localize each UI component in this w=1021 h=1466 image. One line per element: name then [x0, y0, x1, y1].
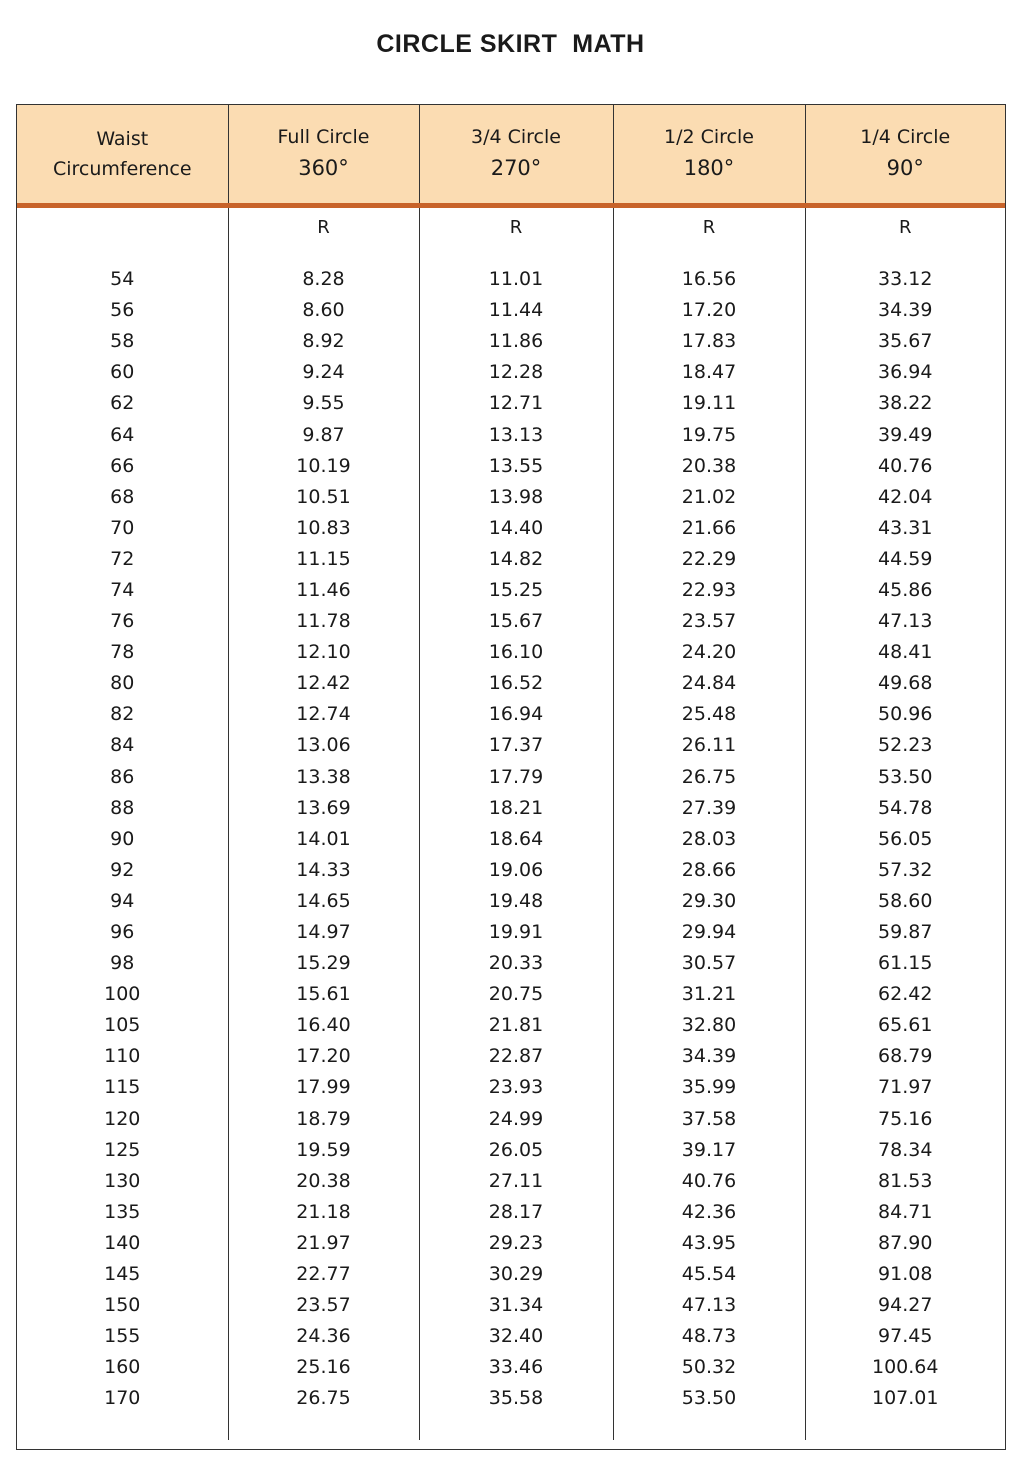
three-quarter-radius-cell: 13.13 — [419, 419, 613, 450]
radius-label: R — [228, 206, 419, 249]
page-title: CIRCLE SKIRT MATH — [376, 30, 645, 58]
half-circle-radius-cell: 26.75 — [613, 762, 805, 793]
half-circle-radius-cell: 18.47 — [613, 357, 805, 388]
full-circle-radius-cell: 22.77 — [228, 1259, 419, 1290]
waist-cell: 90 — [110, 827, 135, 850]
waist-cell: 64 — [110, 423, 135, 446]
half-circle-radius-cell: 23.57 — [613, 606, 805, 637]
header-half-circle — [613, 105, 805, 206]
three-quarter-radius-cell: 17.37 — [419, 730, 613, 761]
header-label: 1/2 Circle — [664, 126, 754, 148]
table-row — [17, 264, 1005, 295]
half-circle-radius-cell: 19.75 — [613, 419, 805, 450]
header-label: 3/4 Circle — [471, 126, 561, 148]
table-row — [17, 1010, 1005, 1041]
table-row — [17, 979, 1005, 1010]
full-circle-radius-cell: 13.06 — [228, 730, 419, 761]
waist-cell: 86 — [110, 765, 135, 788]
waist-cell: 94 — [110, 889, 135, 912]
three-quarter-radius-cell: 16.52 — [419, 668, 613, 699]
three-quarter-radius-cell: 19.91 — [419, 917, 613, 948]
circle-skirt-table — [16, 104, 1006, 1450]
half-circle-radius-cell: 28.66 — [613, 855, 805, 886]
radius-label: R — [805, 206, 1005, 249]
half-circle-radius-cell: 24.20 — [613, 637, 805, 668]
full-circle-radius-cell: 8.92 — [228, 326, 419, 357]
waist-cell: 76 — [110, 610, 135, 633]
full-circle-radius-cell: 11.78 — [228, 606, 419, 637]
half-circle-radius-cell: 40.76 — [613, 1166, 805, 1197]
half-circle-radius-cell: 29.30 — [613, 886, 805, 917]
table-row — [17, 1290, 1005, 1321]
full-circle-radius-cell: 20.38 — [228, 1166, 419, 1197]
quarter-circle-radius-cell: 50.96 — [805, 699, 1005, 730]
quarter-circle-radius-cell: 49.68 — [805, 668, 1005, 699]
three-quarter-radius-cell: 15.67 — [419, 606, 613, 637]
full-circle-radius-cell: 10.83 — [228, 513, 419, 544]
table-row — [17, 575, 1005, 606]
full-circle-radius-cell: 14.01 — [228, 824, 419, 855]
three-quarter-radius-cell: 26.05 — [419, 1135, 613, 1166]
half-circle-radius-cell: 24.84 — [613, 668, 805, 699]
half-circle-radius-cell: 50.32 — [613, 1352, 805, 1383]
half-circle-radius-cell: 25.48 — [613, 699, 805, 730]
full-circle-radius-cell: 11.46 — [228, 575, 419, 606]
header-degrees: 180° — [683, 156, 735, 181]
full-circle-radius-cell: 9.87 — [228, 419, 419, 450]
header-waist-line1: Waist — [96, 127, 149, 150]
half-circle-radius-cell: 30.57 — [613, 948, 805, 979]
quarter-circle-radius-cell: 58.60 — [805, 886, 1005, 917]
half-circle-radius-cell: 48.73 — [613, 1321, 805, 1352]
table-row — [17, 1135, 1005, 1166]
full-circle-radius-cell: 9.24 — [228, 357, 419, 388]
full-circle-radius-cell: 18.79 — [228, 1104, 419, 1135]
header-degrees: 90° — [886, 156, 924, 181]
waist-cell: 62 — [110, 392, 135, 415]
table-row — [17, 948, 1005, 979]
full-circle-radius-cell: 26.75 — [228, 1383, 419, 1414]
three-quarter-radius-cell: 35.58 — [419, 1383, 613, 1414]
quarter-circle-radius-cell: 43.31 — [805, 513, 1005, 544]
three-quarter-radius-cell: 22.87 — [419, 1041, 613, 1072]
table-row — [17, 1166, 1005, 1197]
half-circle-radius-cell: 34.39 — [613, 1041, 805, 1072]
radius-label: R — [419, 206, 613, 249]
three-quarter-radius-cell: 21.81 — [419, 1010, 613, 1041]
table-row — [17, 1321, 1005, 1352]
three-quarter-radius-cell: 19.48 — [419, 886, 613, 917]
full-circle-radius-cell: 12.74 — [228, 699, 419, 730]
full-circle-radius-cell: 13.38 — [228, 762, 419, 793]
waist-cell: 125 — [104, 1138, 141, 1161]
empty-cell — [17, 206, 228, 249]
table-row — [17, 793, 1005, 824]
quarter-circle-radius-cell: 91.08 — [805, 1259, 1005, 1290]
waist-cell: 130 — [104, 1169, 141, 1192]
half-circle-radius-cell: 17.20 — [613, 295, 805, 326]
half-circle-radius-cell: 19.11 — [613, 388, 805, 419]
half-circle-radius-cell: 26.11 — [613, 730, 805, 761]
three-quarter-radius-cell: 18.21 — [419, 793, 613, 824]
full-circle-radius-cell: 13.69 — [228, 793, 419, 824]
table-row — [17, 699, 1005, 730]
table-row — [17, 668, 1005, 699]
half-circle-radius-cell: 37.58 — [613, 1104, 805, 1135]
full-circle-radius-cell: 17.99 — [228, 1072, 419, 1103]
table-row — [17, 637, 1005, 668]
three-quarter-radius-cell: 23.93 — [419, 1072, 613, 1103]
header-label: 1/4 Circle — [860, 126, 951, 148]
table-row — [17, 1352, 1005, 1383]
table-row — [17, 451, 1005, 482]
table-row — [17, 1072, 1005, 1103]
half-circle-radius-cell: 45.54 — [613, 1259, 805, 1290]
quarter-circle-radius-cell: 35.67 — [805, 326, 1005, 357]
waist-cell: 145 — [104, 1263, 141, 1286]
table-header — [17, 105, 1005, 206]
three-quarter-radius-cell: 16.94 — [419, 699, 613, 730]
table-row — [17, 513, 1005, 544]
full-circle-radius-cell: 25.16 — [228, 1352, 419, 1383]
quarter-circle-radius-cell: 59.87 — [805, 917, 1005, 948]
three-quarter-radius-cell: 11.86 — [419, 326, 613, 357]
waist-cell: 56 — [110, 299, 135, 322]
half-circle-radius-cell: 29.94 — [613, 917, 805, 948]
waist-cell: 96 — [110, 921, 135, 944]
table-row — [17, 1041, 1005, 1072]
half-circle-radius-cell: 43.95 — [613, 1228, 805, 1259]
quarter-circle-radius-cell: 44.59 — [805, 544, 1005, 575]
waist-cell: 92 — [110, 858, 135, 881]
three-quarter-radius-cell: 17.79 — [419, 762, 613, 793]
radius-table — [17, 105, 1005, 1440]
three-quarter-radius-cell: 20.75 — [419, 979, 613, 1010]
half-circle-radius-cell: 32.80 — [613, 1010, 805, 1041]
waist-cell: 110 — [104, 1045, 141, 1068]
three-quarter-radius-cell: 29.23 — [419, 1228, 613, 1259]
waist-cell: 70 — [110, 516, 135, 539]
table-row — [17, 295, 1005, 326]
full-circle-radius-cell: 14.65 — [228, 886, 419, 917]
quarter-circle-radius-cell: 87.90 — [805, 1228, 1005, 1259]
quarter-circle-radius-cell: 81.53 — [805, 1166, 1005, 1197]
full-circle-radius-cell: 14.33 — [228, 855, 419, 886]
header-degrees: 360° — [298, 156, 349, 181]
quarter-circle-radius-cell: 65.61 — [805, 1010, 1005, 1041]
quarter-circle-radius-cell: 68.79 — [805, 1041, 1005, 1072]
filler-row — [17, 1414, 1005, 1440]
half-circle-radius-cell: 22.29 — [613, 544, 805, 575]
full-circle-radius-cell: 24.36 — [228, 1321, 419, 1352]
full-circle-radius-cell: 21.18 — [228, 1197, 419, 1228]
waist-cell: 82 — [110, 703, 135, 726]
table-body — [17, 206, 1005, 1441]
table-row — [17, 762, 1005, 793]
table-row — [17, 326, 1005, 357]
half-circle-radius-cell: 28.03 — [613, 824, 805, 855]
full-circle-radius-cell: 16.40 — [228, 1010, 419, 1041]
waist-cell: 98 — [110, 952, 135, 975]
half-circle-radius-cell: 21.02 — [613, 482, 805, 513]
full-circle-radius-cell: 9.55 — [228, 388, 419, 419]
table-row — [17, 544, 1005, 575]
three-quarter-radius-cell: 18.64 — [419, 824, 613, 855]
half-circle-radius-cell: 27.39 — [613, 793, 805, 824]
table-row — [17, 606, 1005, 637]
waist-cell: 84 — [110, 734, 135, 757]
table-row — [17, 1383, 1005, 1414]
three-quarter-radius-cell: 16.10 — [419, 637, 613, 668]
three-quarter-radius-cell: 12.28 — [419, 357, 613, 388]
quarter-circle-radius-cell: 61.15 — [805, 948, 1005, 979]
waist-cell: 135 — [104, 1200, 141, 1223]
three-quarter-radius-cell: 13.98 — [419, 482, 613, 513]
quarter-circle-radius-cell: 107.01 — [805, 1383, 1005, 1414]
full-circle-radius-cell: 14.97 — [228, 917, 419, 948]
three-quarter-radius-cell: 11.44 — [419, 295, 613, 326]
quarter-circle-radius-cell: 39.49 — [805, 419, 1005, 450]
half-circle-radius-cell: 22.93 — [613, 575, 805, 606]
table-row — [17, 824, 1005, 855]
three-quarter-radius-cell: 32.40 — [419, 1321, 613, 1352]
waist-cell: 66 — [110, 454, 135, 477]
half-circle-radius-cell: 35.99 — [613, 1072, 805, 1103]
quarter-circle-radius-cell: 84.71 — [805, 1197, 1005, 1228]
header-quarter-circle — [805, 105, 1005, 206]
waist-cell: 72 — [110, 547, 135, 570]
header-waist-circumference — [17, 105, 228, 206]
quarter-circle-radius-cell: 78.34 — [805, 1135, 1005, 1166]
waist-cell: 58 — [110, 330, 135, 353]
three-quarter-radius-cell: 13.55 — [419, 451, 613, 482]
waist-cell: 74 — [110, 578, 135, 601]
quarter-circle-radius-cell: 38.22 — [805, 388, 1005, 419]
quarter-circle-radius-cell: 97.45 — [805, 1321, 1005, 1352]
table-row — [17, 1104, 1005, 1135]
table-row — [17, 886, 1005, 917]
waist-cell: 100 — [104, 983, 141, 1006]
waist-cell: 80 — [110, 672, 135, 695]
half-circle-radius-cell: 47.13 — [613, 1290, 805, 1321]
waist-cell: 60 — [110, 361, 135, 384]
full-circle-radius-cell: 8.28 — [228, 264, 419, 295]
waist-cell: 68 — [110, 485, 135, 508]
three-quarter-radius-cell: 28.17 — [419, 1197, 613, 1228]
waist-cell: 150 — [104, 1294, 141, 1317]
quarter-circle-radius-cell: 57.32 — [805, 855, 1005, 886]
full-circle-radius-cell: 10.19 — [228, 451, 419, 482]
radius-label-row — [17, 206, 1005, 249]
three-quarter-radius-cell: 33.46 — [419, 1352, 613, 1383]
three-quarter-radius-cell: 14.40 — [419, 513, 613, 544]
half-circle-radius-cell: 20.38 — [613, 451, 805, 482]
waist-cell: 105 — [104, 1014, 141, 1037]
table-row — [17, 357, 1005, 388]
radius-label: R — [613, 206, 805, 249]
header-waist-line2: Circumference — [52, 158, 192, 180]
quarter-circle-radius-cell: 71.97 — [805, 1072, 1005, 1103]
waist-cell: 115 — [104, 1076, 141, 1099]
full-circle-radius-cell: 12.42 — [228, 668, 419, 699]
quarter-circle-radius-cell: 62.42 — [805, 979, 1005, 1010]
three-quarter-radius-cell: 30.29 — [419, 1259, 613, 1290]
waist-cell: 78 — [110, 641, 135, 664]
quarter-circle-radius-cell: 40.76 — [805, 451, 1005, 482]
spacer-row — [17, 248, 1005, 264]
table-row — [17, 419, 1005, 450]
half-circle-radius-cell: 31.21 — [613, 979, 805, 1010]
full-circle-radius-cell: 15.61 — [228, 979, 419, 1010]
full-circle-radius-cell: 23.57 — [228, 1290, 419, 1321]
quarter-circle-radius-cell: 75.16 — [805, 1104, 1005, 1135]
waist-cell: 140 — [104, 1231, 141, 1254]
full-circle-radius-cell: 8.60 — [228, 295, 419, 326]
table-row — [17, 388, 1005, 419]
full-circle-radius-cell: 19.59 — [228, 1135, 419, 1166]
table-row — [17, 855, 1005, 886]
full-circle-radius-cell: 11.15 — [228, 544, 419, 575]
half-circle-radius-cell: 16.56 — [613, 264, 805, 295]
three-quarter-radius-cell: 14.82 — [419, 544, 613, 575]
quarter-circle-radius-cell: 36.94 — [805, 357, 1005, 388]
half-circle-radius-cell: 42.36 — [613, 1197, 805, 1228]
quarter-circle-radius-cell: 53.50 — [805, 762, 1005, 793]
quarter-circle-radius-cell: 34.39 — [805, 295, 1005, 326]
three-quarter-radius-cell: 15.25 — [419, 575, 613, 606]
quarter-circle-radius-cell: 94.27 — [805, 1290, 1005, 1321]
quarter-circle-radius-cell: 54.78 — [805, 793, 1005, 824]
full-circle-radius-cell: 17.20 — [228, 1041, 419, 1072]
three-quarter-radius-cell: 24.99 — [419, 1104, 613, 1135]
half-circle-radius-cell: 39.17 — [613, 1135, 805, 1166]
waist-cell: 120 — [104, 1107, 141, 1130]
three-quarter-radius-cell: 12.71 — [419, 388, 613, 419]
quarter-circle-radius-cell: 47.13 — [805, 606, 1005, 637]
quarter-circle-radius-cell: 48.41 — [805, 637, 1005, 668]
half-circle-radius-cell: 17.83 — [613, 326, 805, 357]
header-degrees: 270° — [490, 156, 542, 181]
quarter-circle-radius-cell: 56.05 — [805, 824, 1005, 855]
full-circle-radius-cell: 12.10 — [228, 637, 419, 668]
header-three-quarter-circle — [419, 105, 613, 206]
full-circle-radius-cell: 10.51 — [228, 482, 419, 513]
quarter-circle-radius-cell: 42.04 — [805, 482, 1005, 513]
quarter-circle-radius-cell: 100.64 — [805, 1352, 1005, 1383]
header-label: Full Circle — [277, 126, 370, 148]
half-circle-radius-cell: 53.50 — [613, 1383, 805, 1414]
quarter-circle-radius-cell: 52.23 — [805, 730, 1005, 761]
quarter-circle-radius-cell: 45.86 — [805, 575, 1005, 606]
table-row — [17, 917, 1005, 948]
table-row — [17, 1197, 1005, 1228]
three-quarter-radius-cell: 11.01 — [419, 264, 613, 295]
half-circle-radius-cell: 21.66 — [613, 513, 805, 544]
table-row — [17, 730, 1005, 761]
full-circle-radius-cell: 21.97 — [228, 1228, 419, 1259]
full-circle-radius-cell: 15.29 — [228, 948, 419, 979]
waist-cell: 155 — [104, 1325, 141, 1348]
quarter-circle-radius-cell: 33.12 — [805, 264, 1005, 295]
waist-cell: 170 — [104, 1387, 141, 1410]
table-row — [17, 1228, 1005, 1259]
waist-cell: 54 — [110, 268, 135, 291]
three-quarter-radius-cell: 31.34 — [419, 1290, 613, 1321]
three-quarter-radius-cell: 19.06 — [419, 855, 613, 886]
waist-cell: 160 — [104, 1356, 141, 1379]
table-row — [17, 1259, 1005, 1290]
three-quarter-radius-cell: 20.33 — [419, 948, 613, 979]
table-row — [17, 482, 1005, 513]
waist-cell: 88 — [110, 796, 135, 819]
header-full-circle — [228, 105, 419, 206]
three-quarter-radius-cell: 27.11 — [419, 1166, 613, 1197]
